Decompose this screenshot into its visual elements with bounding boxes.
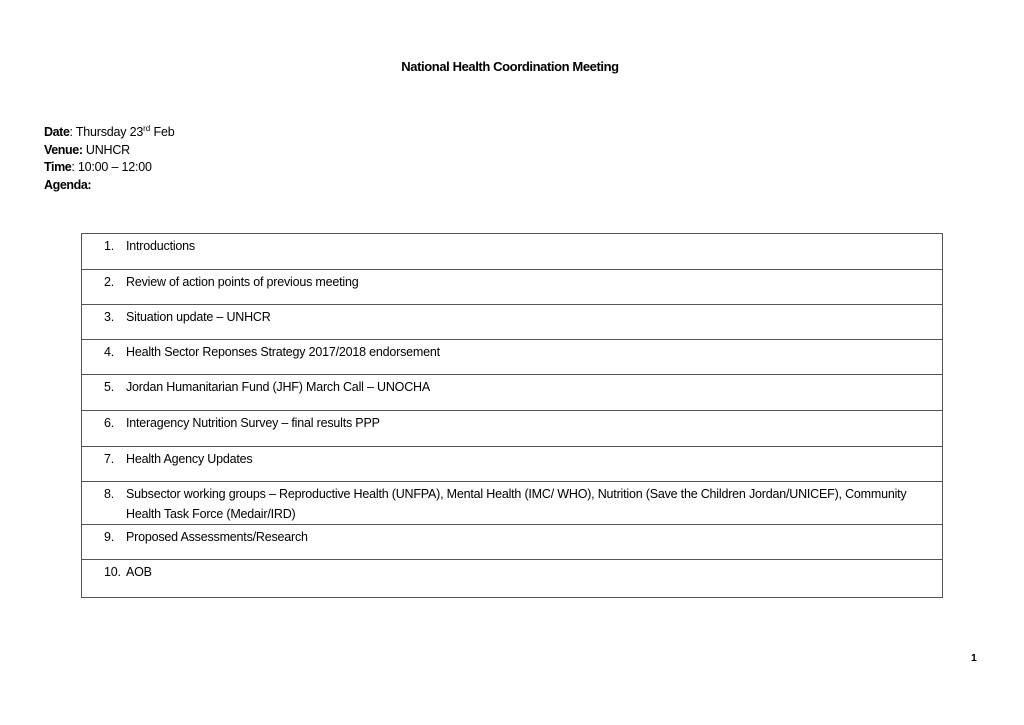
agenda-item-number: 2. (104, 275, 115, 289)
agenda-item-text: Jordan Humanitarian Fund (JHF) March Call – UNOCHA (126, 380, 430, 394)
agenda-item-text: Health Sector Reponses Strategy 2017/2018 endorsement (126, 345, 440, 359)
table-row (82, 411, 943, 447)
agenda-item-number: 8. (104, 487, 115, 501)
agenda-item-text: Interagency Nutrition Survey – final results PPP (126, 416, 380, 430)
table-row (82, 525, 943, 560)
agenda-item-number: 6. (104, 416, 115, 430)
table-row (82, 234, 943, 270)
agenda-item-text: Situation update – UNHCR (126, 310, 271, 324)
date-row (44, 124, 174, 142)
agenda-item-4 (82, 340, 943, 375)
agenda-item-number: 7. (104, 452, 115, 466)
venue-value: UNHCR (82, 142, 131, 157)
time-value: : 10:00 – 12:00 (71, 160, 152, 174)
table-row (82, 375, 943, 411)
agenda-item-1 (82, 234, 943, 270)
agenda-item-3 (82, 305, 943, 340)
time-label: Time (44, 160, 72, 174)
agenda-item-number: 5. (104, 380, 115, 394)
time-row (44, 159, 174, 177)
table-row (82, 560, 943, 598)
agenda-item-text: Review of action points of previous meeting (126, 275, 359, 289)
agenda-item-7 (82, 447, 943, 482)
document-title: National Health Coordination Meeting (401, 59, 619, 74)
agenda-table (81, 233, 943, 598)
agenda-item-number: 4. (104, 345, 115, 359)
table-row (82, 447, 943, 482)
agenda-item-number: 9. (104, 530, 115, 544)
agenda-item-8 (82, 482, 943, 525)
agenda-item-text: Subsector working groups – Reproductive Health (UNFPA), Mental Health (IMC/ WHO), Nutrition (Save the Children Jordan/UNICEF), Community Health Task Force (Medair/IRD) (126, 487, 907, 521)
agenda-item-6 (82, 411, 943, 447)
venue-row (44, 142, 174, 160)
agenda-item-text: Proposed Assessments/Research (126, 530, 308, 544)
table-row (82, 305, 943, 340)
table-row (82, 482, 943, 525)
meeting-details (44, 124, 174, 194)
date-ordinal-suffix: rd (143, 124, 151, 133)
agenda-item-10 (82, 560, 943, 598)
agenda-item-number: 10. (104, 565, 121, 579)
agenda-item-text: Health Agency Updates (126, 452, 253, 466)
date-month: Feb (150, 125, 175, 139)
venue-label: Venue: (44, 142, 83, 157)
table-row (82, 340, 943, 375)
date-value: : Thursday 23 (69, 125, 144, 139)
agenda-item-9 (82, 525, 943, 560)
agenda-item-2 (82, 270, 943, 305)
agenda-label: Agenda: (44, 177, 92, 192)
agenda-item-5 (82, 375, 943, 411)
page-number: 1 (971, 652, 977, 664)
agenda-row (44, 177, 174, 195)
agenda-item-text: Introductions (126, 239, 195, 253)
agenda-item-number: 3. (104, 310, 115, 324)
agenda-item-text: AOB (126, 565, 152, 579)
date-label: Date (44, 125, 70, 139)
table-row (82, 270, 943, 305)
agenda-item-number: 1. (104, 239, 115, 253)
